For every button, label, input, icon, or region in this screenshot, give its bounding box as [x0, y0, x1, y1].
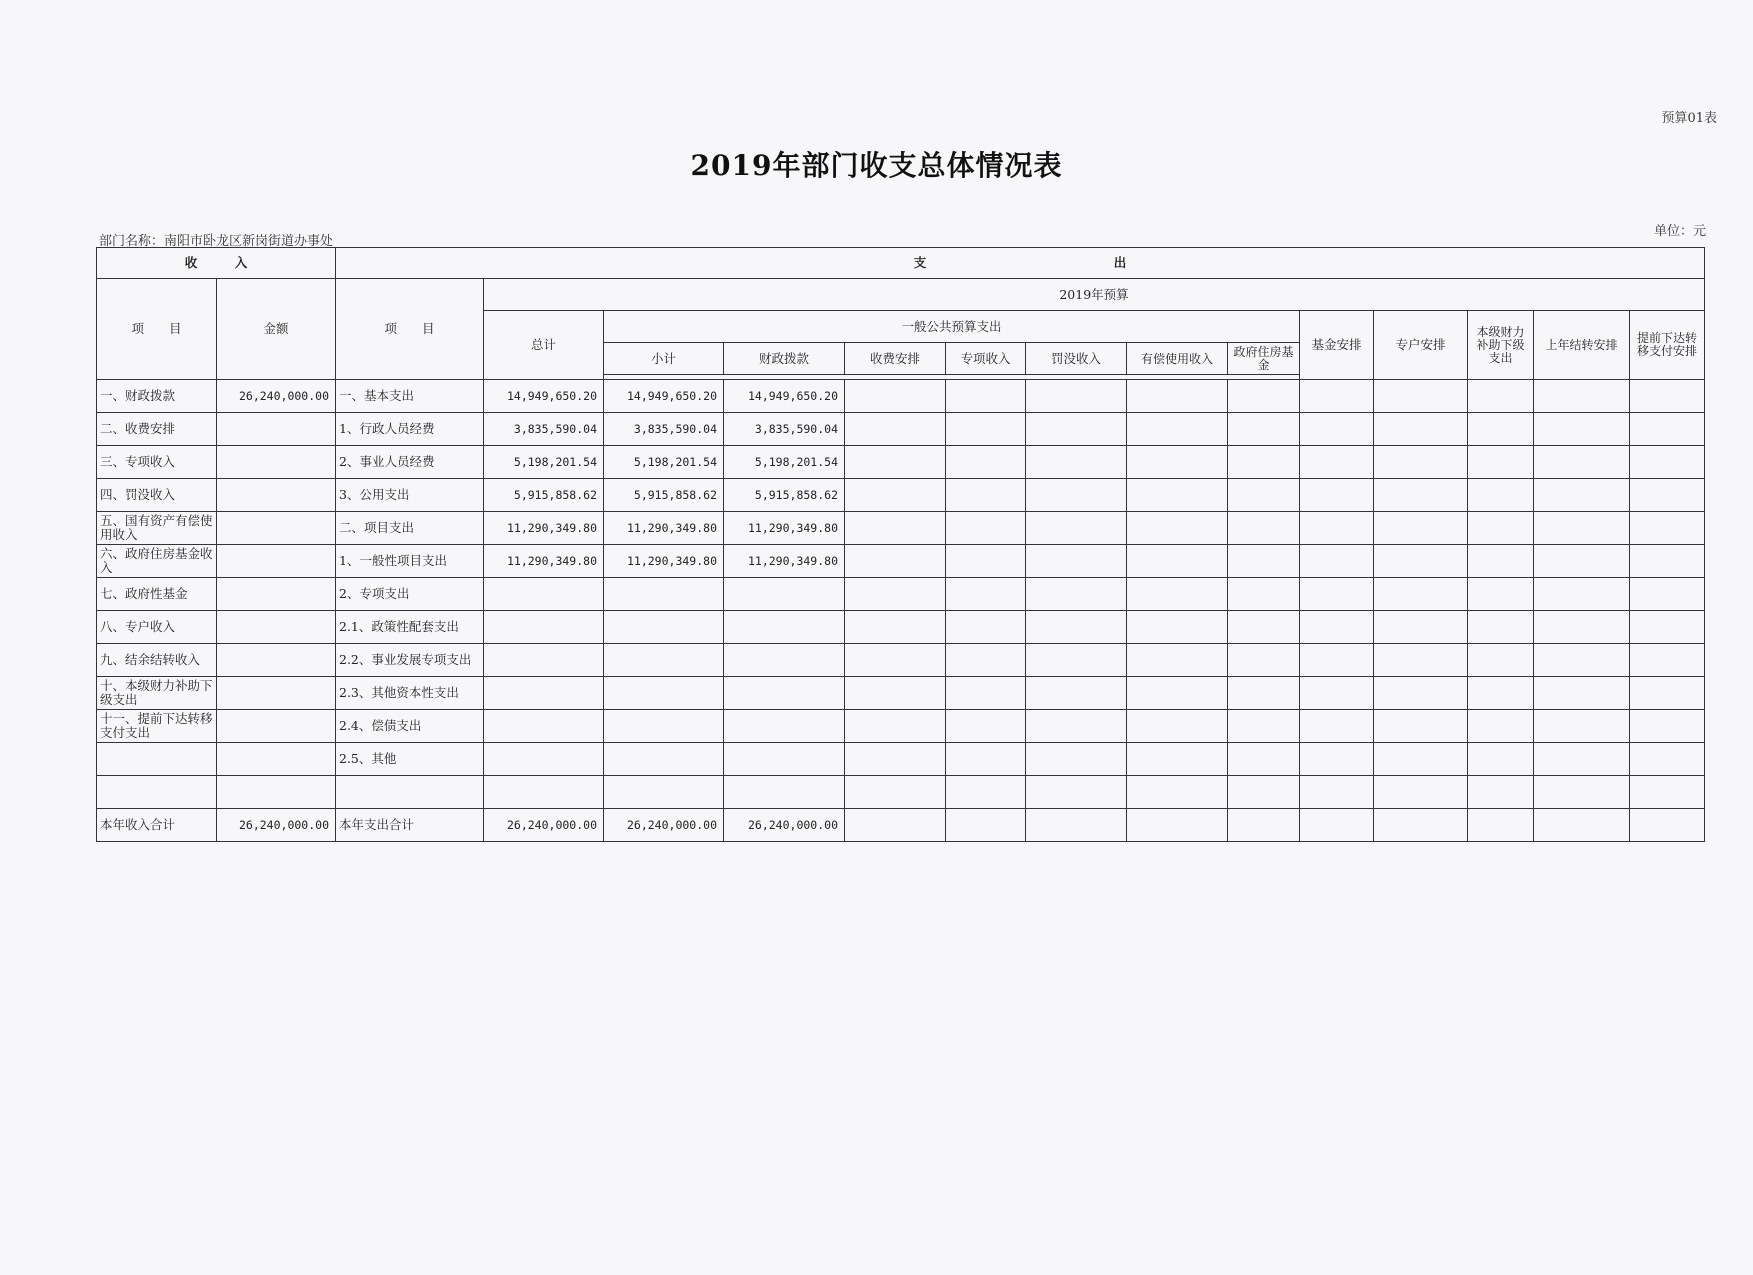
expense-advance: [1630, 380, 1705, 413]
expense-dedicated: [1374, 743, 1468, 776]
expense-housing: [1228, 512, 1300, 545]
expense-paid-use: [1127, 677, 1228, 710]
expense-advance: [1630, 677, 1705, 710]
income-amount: [217, 446, 336, 479]
expense-carryover: [1534, 413, 1630, 446]
expense-paid-use: [1127, 545, 1228, 578]
expense-fine: [1026, 743, 1127, 776]
income-amount: [217, 413, 336, 446]
expense-fine: [1026, 545, 1127, 578]
income-amount: [217, 545, 336, 578]
expense-subtotal: [604, 644, 724, 677]
expense-total: 26,240,000.00: [484, 809, 604, 842]
expense-carryover: [1534, 446, 1630, 479]
expense-item: [336, 776, 484, 809]
expense-dedicated: [1374, 710, 1468, 743]
expense-fund: [1300, 413, 1374, 446]
expense-fine: [1026, 677, 1127, 710]
table-header: [97, 248, 1705, 380]
expense-fee: [845, 776, 946, 809]
expense-housing: [1228, 479, 1300, 512]
income-amount: 26,240,000.00: [217, 809, 336, 842]
expense-special: [946, 710, 1026, 743]
expense-advance: [1630, 446, 1705, 479]
expense-dedicated: [1374, 611, 1468, 644]
expense-special: [946, 578, 1026, 611]
expense-fund: [1300, 380, 1374, 413]
expense-subtotal: [604, 710, 724, 743]
expense-total: 11,290,349.80: [484, 512, 604, 545]
header-fiscal: 财政拨款: [724, 343, 845, 375]
expense-fine: [1026, 380, 1127, 413]
expense-housing: [1228, 446, 1300, 479]
expense-fiscal: [724, 611, 845, 644]
page-title: 2019年部门收支总体情况表: [690, 149, 1063, 182]
expense-special: [946, 512, 1026, 545]
income-item: 一、财政拨款: [97, 380, 217, 413]
income-amount: [217, 611, 336, 644]
expense-fiscal: [724, 743, 845, 776]
table-code: 预算01表: [1661, 111, 1717, 126]
expense-carryover: [1534, 545, 1630, 578]
expense-item: 本年支出合计: [336, 809, 484, 842]
expense-fine: [1026, 809, 1127, 842]
expense-fiscal: [724, 644, 845, 677]
expense-advance: [1630, 479, 1705, 512]
expense-subsidy: [1468, 644, 1534, 677]
expense-fiscal: 11,290,349.80: [724, 545, 845, 578]
expense-housing: [1228, 611, 1300, 644]
income-item: 八、专户收入: [97, 611, 217, 644]
expense-fiscal: [724, 677, 845, 710]
expense-special: [946, 545, 1026, 578]
income-amount: [217, 743, 336, 776]
table-row: [97, 380, 1705, 413]
income-item: 三、专项收入: [97, 446, 217, 479]
expense-fine: [1026, 578, 1127, 611]
expense-item: 1、行政人员经费: [336, 413, 484, 446]
expense-paid-use: [1127, 743, 1228, 776]
income-amount: [217, 479, 336, 512]
expense-fine: [1026, 512, 1127, 545]
table-row: [97, 413, 1705, 446]
expense-fiscal: 14,949,650.20: [724, 380, 845, 413]
expense-paid-use: [1127, 809, 1228, 842]
header-advance: 提前下达转移支付安排: [1630, 311, 1705, 380]
expense-advance: [1630, 611, 1705, 644]
expense-special: [946, 380, 1026, 413]
header-special: 专项收入: [946, 343, 1026, 375]
income-item: 二、收费安排: [97, 413, 217, 446]
header-general-budget: 一般公共预算支出: [604, 311, 1300, 343]
income-amount: [217, 512, 336, 545]
expense-subsidy: [1468, 578, 1534, 611]
expense-carryover: [1534, 611, 1630, 644]
expense-housing: [1228, 743, 1300, 776]
expense-item: 2.2、事业发展专项支出: [336, 644, 484, 677]
expense-fine: [1026, 644, 1127, 677]
expense-fine: [1026, 479, 1127, 512]
expense-total: [484, 776, 604, 809]
header-paid-use: 有偿使用收入: [1127, 343, 1228, 375]
header-expense-item: 项 目: [336, 279, 484, 380]
table-row: [97, 512, 1705, 545]
table-row: [97, 578, 1705, 611]
expense-advance: [1630, 776, 1705, 809]
expense-fund: [1300, 446, 1374, 479]
table-row: [97, 743, 1705, 776]
table-row: [97, 545, 1705, 578]
expense-special: [946, 776, 1026, 809]
expense-total: 5,198,201.54: [484, 446, 604, 479]
expense-item: 二、项目支出: [336, 512, 484, 545]
income-item: 十、本级财力补助下级支出: [97, 677, 217, 710]
expense-subtotal: [604, 743, 724, 776]
expense-subtotal: [604, 776, 724, 809]
expense-carryover: [1534, 809, 1630, 842]
expense-special: [946, 413, 1026, 446]
header-subsidy: 本级财力补助下级支出: [1468, 311, 1534, 380]
expense-subtotal: 26,240,000.00: [604, 809, 724, 842]
expense-total: [484, 710, 604, 743]
expense-fiscal: 5,915,858.62: [724, 479, 845, 512]
expense-carryover: [1534, 710, 1630, 743]
expense-fund: [1300, 710, 1374, 743]
expense-subtotal: [604, 578, 724, 611]
expense-subtotal: 5,198,201.54: [604, 446, 724, 479]
expense-subtotal: 3,835,590.04: [604, 413, 724, 446]
expense-paid-use: [1127, 776, 1228, 809]
header-fee: 收费安排: [845, 343, 946, 375]
income-item: 四、罚没收入: [97, 479, 217, 512]
expense-fiscal: 5,198,201.54: [724, 446, 845, 479]
expense-special: [946, 809, 1026, 842]
expense-fine: [1026, 413, 1127, 446]
expense-paid-use: [1127, 512, 1228, 545]
expense-subtotal: 11,290,349.80: [604, 545, 724, 578]
header-expense: 支 出: [336, 248, 1705, 279]
expense-special: [946, 644, 1026, 677]
expense-fee: [845, 809, 946, 842]
income-item: 五、国有资产有偿使用收入: [97, 512, 217, 545]
expense-fee: [845, 380, 946, 413]
expense-fiscal: 26,240,000.00: [724, 809, 845, 842]
expense-fiscal: [724, 710, 845, 743]
expense-fine: [1026, 710, 1127, 743]
expense-carryover: [1534, 677, 1630, 710]
unit-label: 单位：元: [1653, 224, 1706, 239]
expense-subsidy: [1468, 776, 1534, 809]
income-item: 六、政府住房基金收入: [97, 545, 217, 578]
expense-paid-use: [1127, 413, 1228, 446]
expense-item: 2.4、偿债支出: [336, 710, 484, 743]
expense-fee: [845, 413, 946, 446]
expense-total: 3,835,590.04: [484, 413, 604, 446]
expense-subsidy: [1468, 710, 1534, 743]
expense-dedicated: [1374, 776, 1468, 809]
expense-fee: [845, 512, 946, 545]
expense-housing: [1228, 578, 1300, 611]
header-income-item: 项 目: [97, 279, 217, 380]
expense-carryover: [1534, 776, 1630, 809]
expense-housing: [1228, 677, 1300, 710]
expense-housing: [1228, 710, 1300, 743]
expense-fee: [845, 743, 946, 776]
income-amount: [217, 776, 336, 809]
expense-item: 1、一般性项目支出: [336, 545, 484, 578]
expense-subsidy: [1468, 677, 1534, 710]
expense-fund: [1300, 611, 1374, 644]
expense-total: [484, 578, 604, 611]
expense-total: [484, 743, 604, 776]
expense-subtotal: [604, 611, 724, 644]
expense-housing: [1228, 644, 1300, 677]
header-dedicated: 专户安排: [1374, 311, 1468, 380]
header-income: 收 入: [97, 248, 336, 279]
header-fund: 基金安排: [1300, 311, 1374, 380]
expense-subsidy: [1468, 446, 1534, 479]
expense-paid-use: [1127, 446, 1228, 479]
expense-fiscal: 11,290,349.80: [724, 512, 845, 545]
income-amount: [217, 578, 336, 611]
header-fine: 罚没收入: [1026, 343, 1127, 375]
income-amount: 26,240,000.00: [217, 380, 336, 413]
header-year-budget: 2019年预算: [484, 279, 1705, 311]
income-item: 七、政府性基金: [97, 578, 217, 611]
expense-fiscal: 3,835,590.04: [724, 413, 845, 446]
header-total: 总计: [484, 311, 604, 380]
expense-fund: [1300, 743, 1374, 776]
expense-carryover: [1534, 512, 1630, 545]
income-item: 十一、提前下达转移支付支出: [97, 710, 217, 743]
expense-subsidy: [1468, 479, 1534, 512]
expense-item: 3、公用支出: [336, 479, 484, 512]
expense-item: 2、事业人员经费: [336, 446, 484, 479]
expense-fund: [1300, 644, 1374, 677]
expense-fund: [1300, 776, 1374, 809]
expense-subtotal: 5,915,858.62: [604, 479, 724, 512]
expense-subsidy: [1468, 809, 1534, 842]
expense-carryover: [1534, 479, 1630, 512]
expense-fee: [845, 611, 946, 644]
expense-paid-use: [1127, 710, 1228, 743]
expense-subsidy: [1468, 380, 1534, 413]
expense-fine: [1026, 446, 1127, 479]
expense-special: [946, 677, 1026, 710]
expense-item: 2.5、其他: [336, 743, 484, 776]
expense-subsidy: [1468, 743, 1534, 776]
expense-dedicated: [1374, 413, 1468, 446]
expense-special: [946, 611, 1026, 644]
expense-total: [484, 644, 604, 677]
expense-fee: [845, 644, 946, 677]
expense-item: 一、基本支出: [336, 380, 484, 413]
table-row: [97, 446, 1705, 479]
expense-dedicated: [1374, 545, 1468, 578]
expense-carryover: [1534, 743, 1630, 776]
expense-dedicated: [1374, 644, 1468, 677]
expense-subsidy: [1468, 545, 1534, 578]
expense-fund: [1300, 545, 1374, 578]
expense-fee: [845, 710, 946, 743]
expense-fine: [1026, 611, 1127, 644]
expense-paid-use: [1127, 611, 1228, 644]
expense-subsidy: [1468, 512, 1534, 545]
header-housing: 政府住房基金: [1228, 343, 1300, 375]
expense-special: [946, 446, 1026, 479]
table-row: [97, 644, 1705, 677]
expense-special: [946, 743, 1026, 776]
expense-subtotal: 14,949,650.20: [604, 380, 724, 413]
income-amount: [217, 644, 336, 677]
expense-fund: [1300, 578, 1374, 611]
expense-fee: [845, 545, 946, 578]
income-item: [97, 743, 217, 776]
expense-advance: [1630, 512, 1705, 545]
header-income-amount: 金额: [217, 279, 336, 380]
expense-fee: [845, 446, 946, 479]
expense-total: [484, 611, 604, 644]
expense-fiscal: [724, 578, 845, 611]
expense-housing: [1228, 413, 1300, 446]
expense-item: 2、专项支出: [336, 578, 484, 611]
expense-subtotal: 11,290,349.80: [604, 512, 724, 545]
expense-fee: [845, 677, 946, 710]
expense-paid-use: [1127, 578, 1228, 611]
table-row: [97, 776, 1705, 809]
expense-fund: [1300, 479, 1374, 512]
table-row: [97, 809, 1705, 842]
expense-fund: [1300, 677, 1374, 710]
expense-carryover: [1534, 380, 1630, 413]
expense-advance: [1630, 545, 1705, 578]
table-body: [97, 380, 1705, 842]
expense-fine: [1026, 776, 1127, 809]
expense-item: 2.3、其他资本性支出: [336, 677, 484, 710]
expense-total: 14,949,650.20: [484, 380, 604, 413]
expense-total: 5,915,858.62: [484, 479, 604, 512]
expense-dedicated: [1374, 446, 1468, 479]
expense-housing: [1228, 380, 1300, 413]
expense-paid-use: [1127, 644, 1228, 677]
income-item: [97, 776, 217, 809]
expense-paid-use: [1127, 479, 1228, 512]
expense-dedicated: [1374, 578, 1468, 611]
expense-total: [484, 677, 604, 710]
header-carryover: 上年结转安排: [1534, 311, 1630, 380]
expense-housing: [1228, 809, 1300, 842]
table-row: [97, 677, 1705, 710]
expense-fee: [845, 479, 946, 512]
expense-advance: [1630, 743, 1705, 776]
expense-subsidy: [1468, 611, 1534, 644]
expense-advance: [1630, 578, 1705, 611]
expense-advance: [1630, 809, 1705, 842]
expense-housing: [1228, 776, 1300, 809]
budget-table: [96, 247, 1705, 842]
expense-item: 2.1、政策性配套支出: [336, 611, 484, 644]
expense-dedicated: [1374, 479, 1468, 512]
expense-fee: [845, 578, 946, 611]
expense-total: 11,290,349.80: [484, 545, 604, 578]
expense-advance: [1630, 710, 1705, 743]
income-item: 九、结余结转收入: [97, 644, 217, 677]
expense-fiscal: [724, 776, 845, 809]
expense-advance: [1630, 413, 1705, 446]
table-row: [97, 611, 1705, 644]
income-amount: [217, 677, 336, 710]
expense-subsidy: [1468, 413, 1534, 446]
department-name: 部门名称：南阳市卧龙区新岗街道办事处: [99, 234, 334, 249]
table-row: [97, 710, 1705, 743]
expense-advance: [1630, 644, 1705, 677]
expense-subtotal: [604, 677, 724, 710]
expense-fund: [1300, 809, 1374, 842]
header-subtotal: 小计: [604, 343, 724, 375]
expense-dedicated: [1374, 380, 1468, 413]
expense-special: [946, 479, 1026, 512]
table-row: [97, 479, 1705, 512]
expense-fund: [1300, 512, 1374, 545]
income-amount: [217, 710, 336, 743]
expense-dedicated: [1374, 512, 1468, 545]
expense-carryover: [1534, 578, 1630, 611]
expense-carryover: [1534, 644, 1630, 677]
expense-dedicated: [1374, 677, 1468, 710]
expense-dedicated: [1374, 809, 1468, 842]
income-item: 本年收入合计: [97, 809, 217, 842]
expense-housing: [1228, 545, 1300, 578]
expense-paid-use: [1127, 380, 1228, 413]
